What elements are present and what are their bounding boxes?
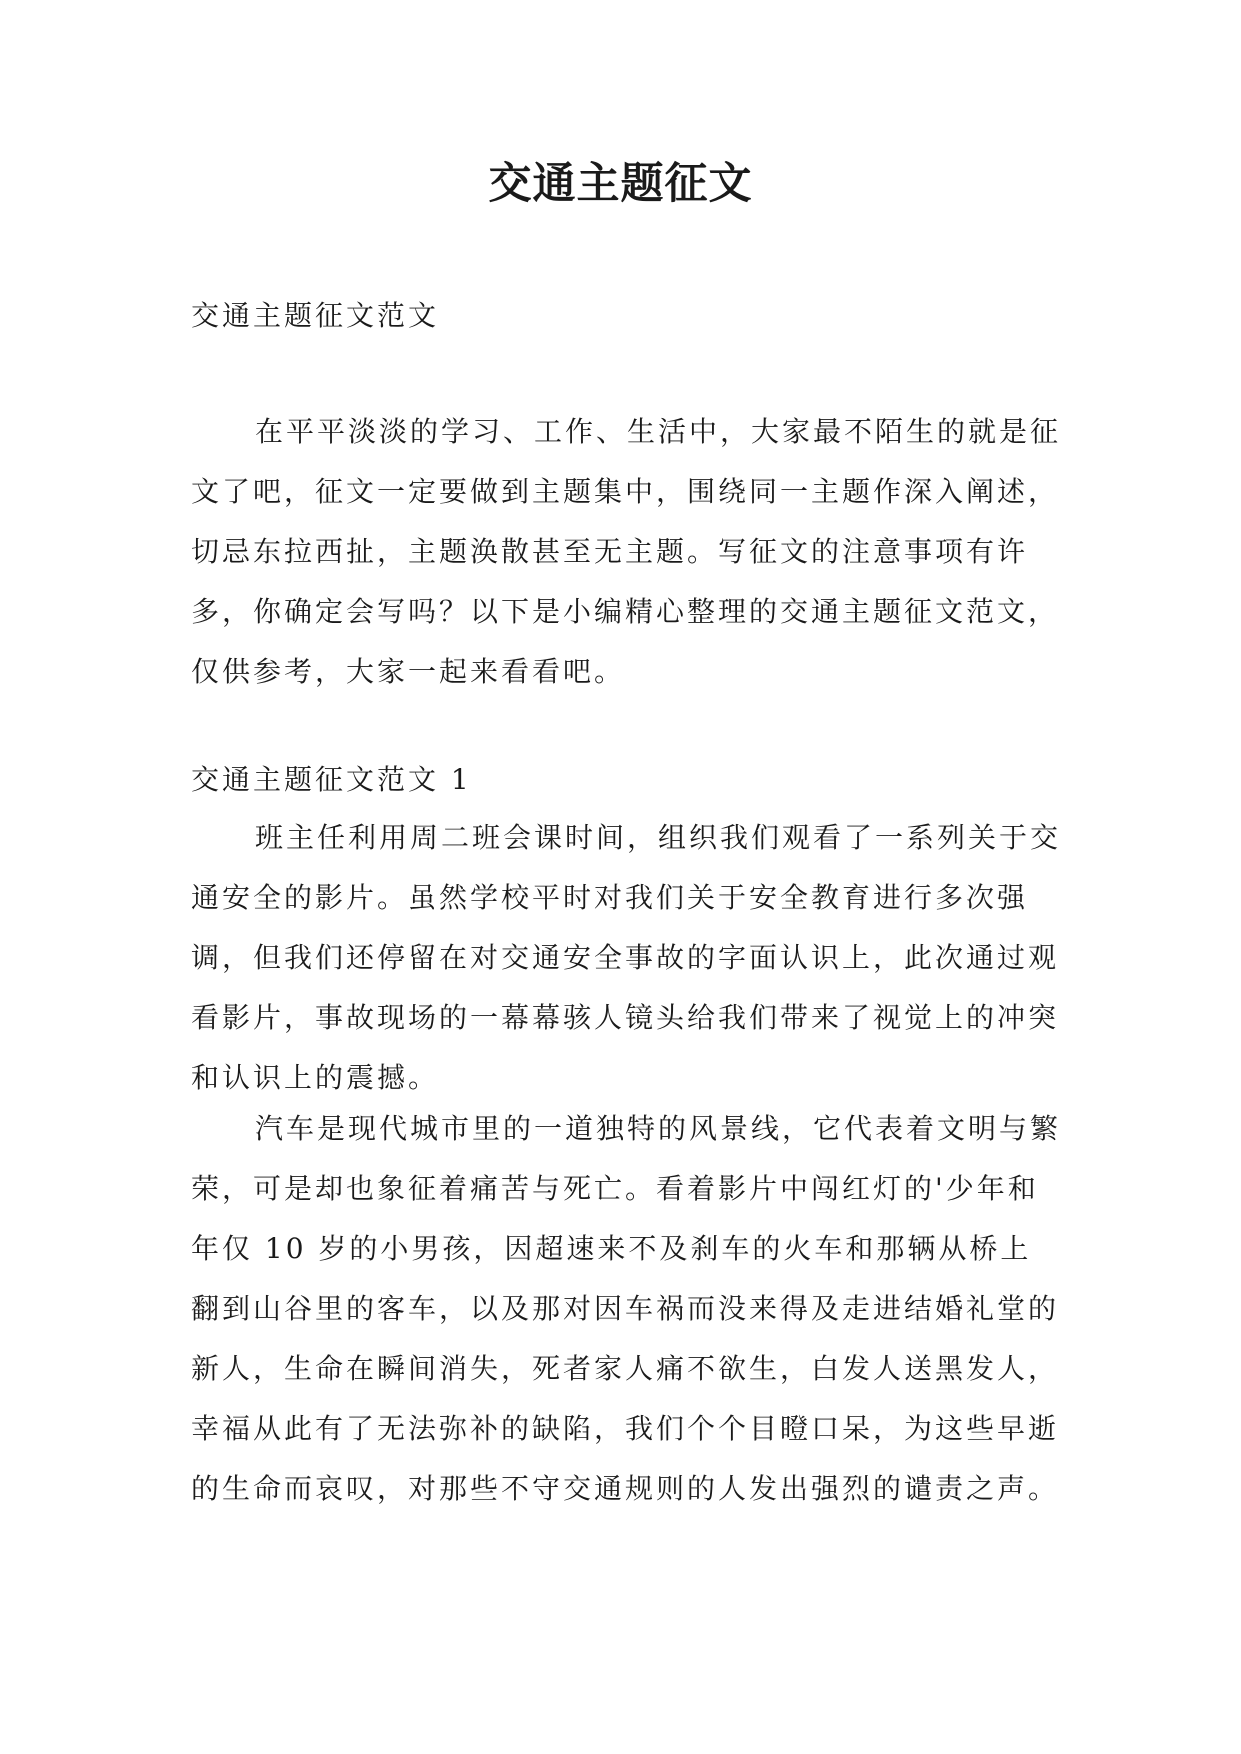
body-paragraph-2: 汽车是现代城市里的一道独特的风景线，它代表着文明与繁荣，可是却也象征着痛苦与死亡。看着影片中闯红灯的'少年和年仅 10 岁的小男孩，因超速来不及刹车的火车和那辆从桥上翻到山谷里的客车，以及那对因车祸而没来得及走进结婚礼堂的新人，生命在瞬间消失，死者家人痛不欲生，白发人送黑发人，幸福从此有了无法弥补的缺陷，我们个个目瞪口呆，为这些早逝的生命而哀叹，对那些不守交通规则的人发出强烈的谴责之声。 bbox=[191, 1112, 1062, 1505]
document-subtitle: 交通主题征文范文 bbox=[191, 299, 440, 332]
intro-paragraph: 在平平淡淡的学习、工作、生活中，大家最不陌生的就是征文了吧，征文一定要做到主题集中，围绕同一主题作深入阐述，切忌东拉西扯，主题涣散甚至无主题。写征文的注意事项有许多，你确定会写吗？以下是小编精心整理的交通主题征文范文，仅供参考，大家一起来看看吧。 bbox=[191, 415, 1062, 688]
document-title: 交通主题征文 bbox=[488, 159, 753, 209]
body-paragraph-1: 班主任利用周二班会课时间，组织我们观看了一系列关于交通安全的影片。虽然学校平时对我们关于安全教育进行多次强调，但我们还停留在对交通安全事故的字面认识上，此次通过观看影片，事故现场的一幕幕骇人镜头给我们带来了视觉上的冲突和认识上的震撼。 bbox=[191, 821, 1062, 1094]
section-heading: 交通主题征文范文 1 bbox=[191, 763, 472, 796]
